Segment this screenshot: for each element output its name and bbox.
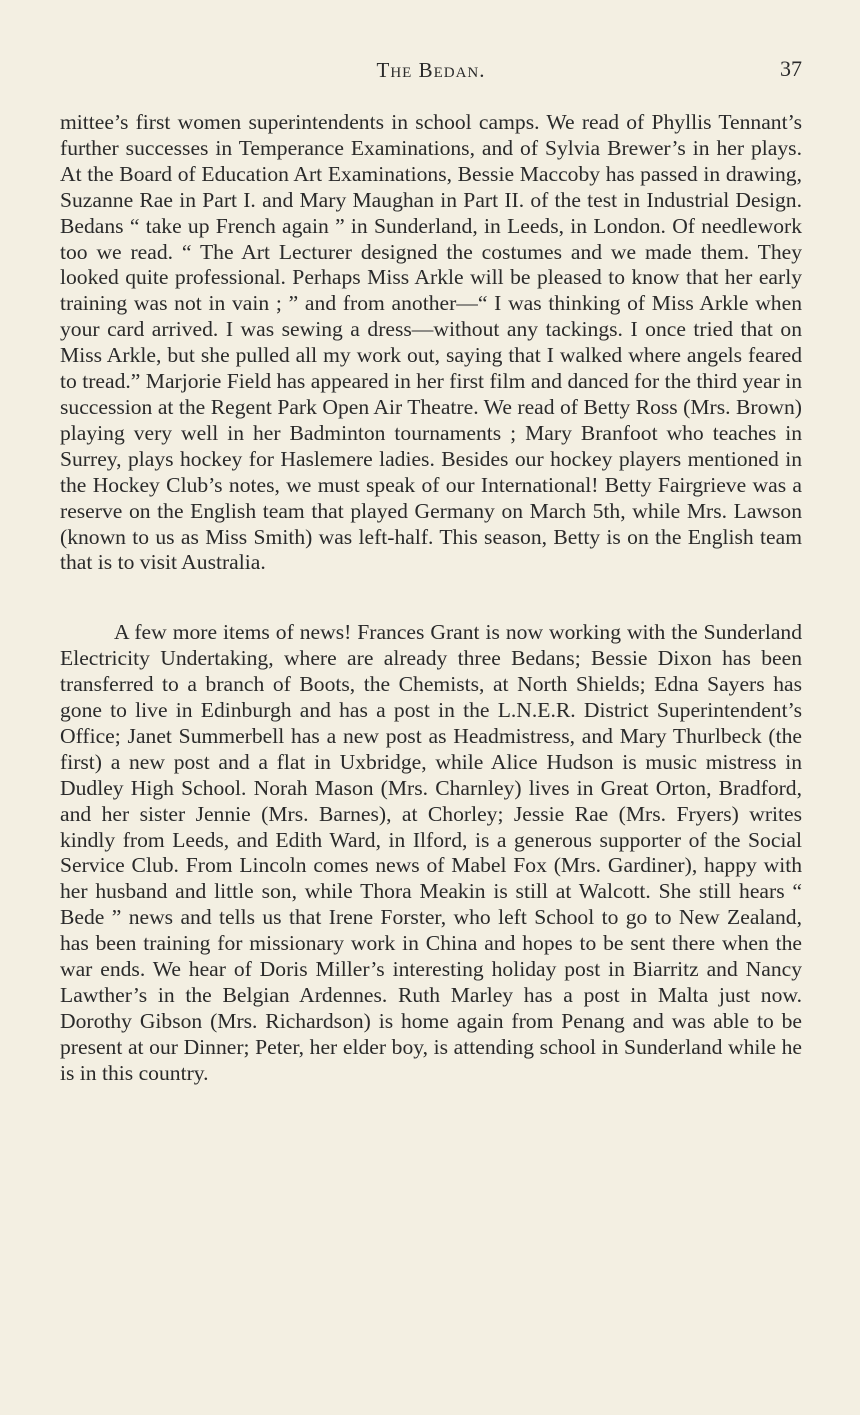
page-number: 37 <box>780 56 802 81</box>
body-paragraph-1: mittee’s first women superintendents in school camps. We read of Phyllis Tennant’s further successes in Temperance Examinations, and of Sylvia Brewer’s in her plays. At the Board of Education Art Examinations, Bessie Maccoby has passed in drawing, Suzanne Rae in Part I. and Mary Maughan in Part II. of the test in Industrial Design. Bedans “ take up French again ” in Sunderland, in Leeds, in London. Of needlework too we read. “ The Art Lecturer designed the costumes and we made them. They looked quite professional. Perhaps Miss Arkle will be pleased to know that her early training was not in vain ; ” and from another—“ I was thinking of Miss Arkle when your card arrived. I was sewing a dress—without any tackings. I once tried that on Miss Arkle, but she pulled all my work out, saying that I walked where angels feared to tread.” Marjorie Field has appeared in her first film and danced for the third year in succession at the Regent Park Open Air Theatre. We read of Betty Ross (Mrs. Brown) playing very well in her Badminton tournaments ; Mary Branfoot who teaches in Surrey, plays hockey for Haslemere ladies. Besides our hockey players mentioned in the Hockey Club’s notes, we must speak of our International! Betty Fairgrieve was a reserve on the English team that played Germany on March 5th, while Mrs. Lawson (known to us as Miss Smith) was left-half. This season, Betty is on the English team that is to visit Australia. <box>60 110 802 575</box>
page-header <box>60 58 802 98</box>
running-title: The Bedan. <box>376 58 486 82</box>
body-paragraph-2: A few more items of news! Frances Grant is now working with the Sunderland Electricity Undertaking, where are already three Bedans; Bessie Dixon has been transferred to a branch of Boots, the Chemists, at North Shields; Edna Sayers has gone to live in Edinburgh and has a post in the L.N.E.R. District Superintendent’s Office; Janet Summerbell has a new post as Headmistress, and Mary Thurlbeck (the first) a new post and a flat in Uxbridge, while Alice Hudson is music mistress in Dudley High School. Norah Mason (Mrs. Charnley) lives in Great Orton, Bradford, and her sister Jennie (Mrs. Barnes), at Chorley; Jessie Rae (Mrs. Fryers) writes kindly from Leeds, and Edith Ward, in Ilford, is a generous supporter of the Social Service Club. From Lincoln comes news of Mabel Fox (Mrs. Gardiner), happy with her husband and little son, while Thora Meakin is still at Walcott. She still hears “ Bede ” news and tells us that Irene Forster, who left School to go to New Zealand, has been training for missionary work in China and hopes to be sent there when the war ends. We hear of Doris Miller’s interesting holiday post in Biarritz and Nancy Lawther’s in the Belgian Ardennes. Ruth Marley has a post in Malta just now. Dorothy Gibson (Mrs. Richardson) is home again from Penang and was able to be present at our Dinner; Peter, her elder boy, is attending school in Sunderland while he is in this country. <box>60 620 802 1085</box>
